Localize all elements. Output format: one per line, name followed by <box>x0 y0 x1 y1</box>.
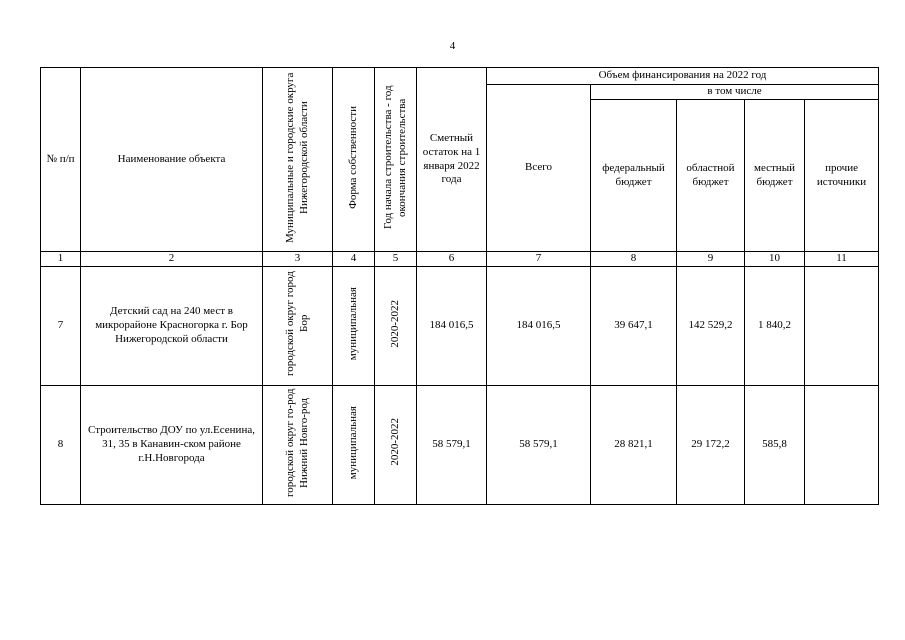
row-years: 2020-2022 <box>388 418 401 467</box>
column-number: 2 <box>81 252 263 267</box>
row-estimate: 184 016,5 <box>417 267 487 386</box>
column-number: 4 <box>333 252 375 267</box>
row-name: Строительство ДОУ по ул.Есенина, 31, 35 в Канавин-ском районе г.Н.Новгорода <box>81 385 263 504</box>
row-municipality-cell <box>263 267 333 386</box>
column-number: 8 <box>591 252 677 267</box>
header-financing-group: Объем финансирования на 2022 год <box>487 68 879 85</box>
row-other <box>805 385 879 504</box>
header-ownership: Форма собственности <box>346 105 359 209</box>
row-regional: 29 172,2 <box>677 385 745 504</box>
column-number: 5 <box>375 252 417 267</box>
row-estimate: 58 579,1 <box>417 385 487 504</box>
row-total: 58 579,1 <box>487 385 591 504</box>
header-years: Год начала строительства - год окончания строительства <box>381 85 408 229</box>
row-municipality: городской округ город Бор <box>283 271 310 376</box>
header-municipality: Муниципальные и городские округа Нижегородской области <box>283 71 310 243</box>
header-num: № п/п <box>41 68 81 252</box>
row-ownership-cell <box>333 267 375 386</box>
column-number: 6 <box>417 252 487 267</box>
row-federal: 28 821,1 <box>591 385 677 504</box>
header-name: Наименование объекта <box>81 68 263 252</box>
header-local: местный бюджет <box>745 100 805 252</box>
row-ownership: муниципальная <box>346 405 359 479</box>
column-number: 9 <box>677 252 745 267</box>
column-number: 3 <box>263 252 333 267</box>
financing-table <box>40 67 879 505</box>
row-num: 7 <box>41 267 81 386</box>
row-municipality: городской округ го-род Нижний Новго-род <box>283 388 310 497</box>
header-regional: областной бюджет <box>677 100 745 252</box>
row-federal: 39 647,1 <box>591 267 677 386</box>
header-estimate: Сметный остаток на 1 января 2022 года <box>417 68 487 252</box>
row-total: 184 016,5 <box>487 267 591 386</box>
row-num: 8 <box>41 385 81 504</box>
row-years: 2020-2022 <box>388 299 401 348</box>
column-number: 11 <box>805 252 879 267</box>
row-years-cell <box>375 267 417 386</box>
row-name: Детский сад на 240 мест в микрорайоне Красногорка г. Бор Нижегородской области <box>81 267 263 386</box>
header-years-cell <box>375 68 417 252</box>
row-local: 1 840,2 <box>745 267 805 386</box>
table-row <box>41 267 879 386</box>
header-including: в том числе <box>591 85 879 100</box>
row-other <box>805 267 879 386</box>
page-number: 4 <box>449 40 456 52</box>
header-federal: федеральный бюджет <box>591 100 677 252</box>
row-local: 585,8 <box>745 385 805 504</box>
column-number: 1 <box>41 252 81 267</box>
header-total: Всего <box>487 85 591 252</box>
table-row <box>41 385 879 504</box>
header-ownership-cell <box>333 68 375 252</box>
column-number: 7 <box>487 252 591 267</box>
header-other: прочие источники <box>805 100 879 252</box>
column-number: 10 <box>745 252 805 267</box>
row-years-cell <box>375 385 417 504</box>
row-ownership-cell <box>333 385 375 504</box>
header-municipality-cell <box>263 68 333 252</box>
row-municipality-cell <box>263 385 333 504</box>
row-ownership: муниципальная <box>346 286 359 361</box>
row-regional: 142 529,2 <box>677 267 745 386</box>
